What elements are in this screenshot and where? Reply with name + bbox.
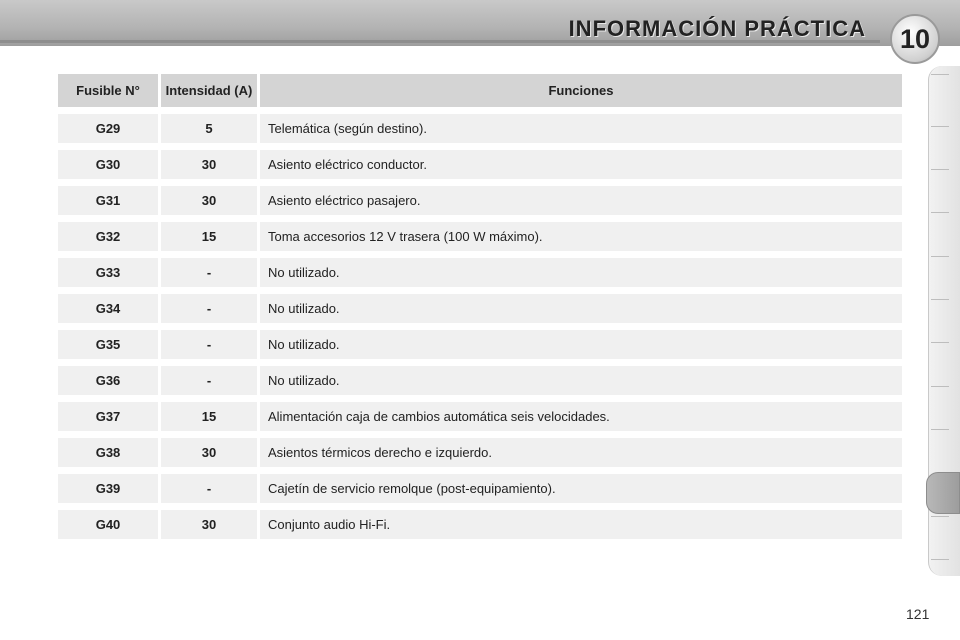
fuse-number: G35 (58, 330, 158, 359)
chapter-tab-mark (931, 516, 949, 517)
column-header-amps: Intensidad (A) (161, 74, 257, 107)
fuse-function: No utilizado. (260, 330, 902, 359)
fuse-number: G36 (58, 366, 158, 395)
fuse-amperage: - (161, 258, 257, 287)
fuse-number: G32 (58, 222, 158, 251)
fuse-function: No utilizado. (260, 258, 902, 287)
table-row (58, 294, 902, 323)
column-header-fuse: Fusible N° (58, 74, 158, 107)
fuse-function: Alimentación caja de cambios automática seis velocidades. (260, 402, 902, 431)
fuse-amperage: - (161, 474, 257, 503)
chapter-tab-mark (931, 386, 949, 387)
chapter-tab-mark (931, 429, 949, 430)
fuse-number: G38 (58, 438, 158, 467)
fuse-amperage: 15 (161, 222, 257, 251)
table-row (58, 438, 902, 467)
chapter-tab-mark (931, 212, 949, 213)
chapter-tab-mark (931, 559, 949, 560)
chapter-badge: 10 (890, 14, 940, 64)
chapter-tab-mark (931, 126, 949, 127)
table-row (58, 402, 902, 431)
table-row (58, 474, 902, 503)
fuse-function: Asientos térmicos derecho e izquierdo. (260, 438, 902, 467)
table-row (58, 114, 902, 143)
table-row (58, 258, 902, 287)
fuse-amperage: - (161, 366, 257, 395)
fuse-number: G31 (58, 186, 158, 215)
chapter-tab-mark (931, 74, 949, 75)
table-header-row (58, 74, 902, 107)
fuse-amperage: 15 (161, 402, 257, 431)
fuse-number: G39 (58, 474, 158, 503)
fuse-function: Telemática (según destino). (260, 114, 902, 143)
fuse-amperage: - (161, 294, 257, 323)
fuse-function: Toma accesorios 12 V trasera (100 W máximo). (260, 222, 902, 251)
fuse-amperage: 30 (161, 510, 257, 539)
table-row (58, 366, 902, 395)
fuse-function: Asiento eléctrico conductor. (260, 150, 902, 179)
chapter-tab-mark (931, 342, 949, 343)
fuse-function: No utilizado. (260, 294, 902, 323)
chapter-tab-mark (931, 169, 949, 170)
fuse-function: No utilizado. (260, 366, 902, 395)
page-number: 121 (906, 606, 930, 622)
fuse-number: G33 (58, 258, 158, 287)
fuse-number: G37 (58, 402, 158, 431)
fuse-number: G40 (58, 510, 158, 539)
fuse-amperage: - (161, 330, 257, 359)
fuse-number: G34 (58, 294, 158, 323)
fuse-amperage: 30 (161, 150, 257, 179)
fuse-number: G30 (58, 150, 158, 179)
table-row (58, 150, 902, 179)
chapter-tab-mark (931, 299, 949, 300)
fuse-table (55, 67, 905, 546)
table-row (58, 510, 902, 539)
fuse-amperage: 30 (161, 438, 257, 467)
fuse-function: Asiento eléctrico pasajero. (260, 186, 902, 215)
fuse-function: Cajetín de servicio remolque (post-equipamiento). (260, 474, 902, 503)
fuse-amperage: 30 (161, 186, 257, 215)
fuse-number: G29 (58, 114, 158, 143)
table-row (58, 186, 902, 215)
table-row (58, 222, 902, 251)
page-title: INFORMACIÓN PRÁCTICA (568, 16, 866, 41)
fuse-amperage: 5 (161, 114, 257, 143)
chapter-tab-mark (931, 256, 949, 257)
column-header-functions: Funciones (260, 74, 902, 107)
page-header (0, 0, 960, 46)
table-row (58, 330, 902, 359)
fuse-function: Conjunto audio Hi-Fi. (260, 510, 902, 539)
chapter-tab-active (926, 472, 960, 514)
